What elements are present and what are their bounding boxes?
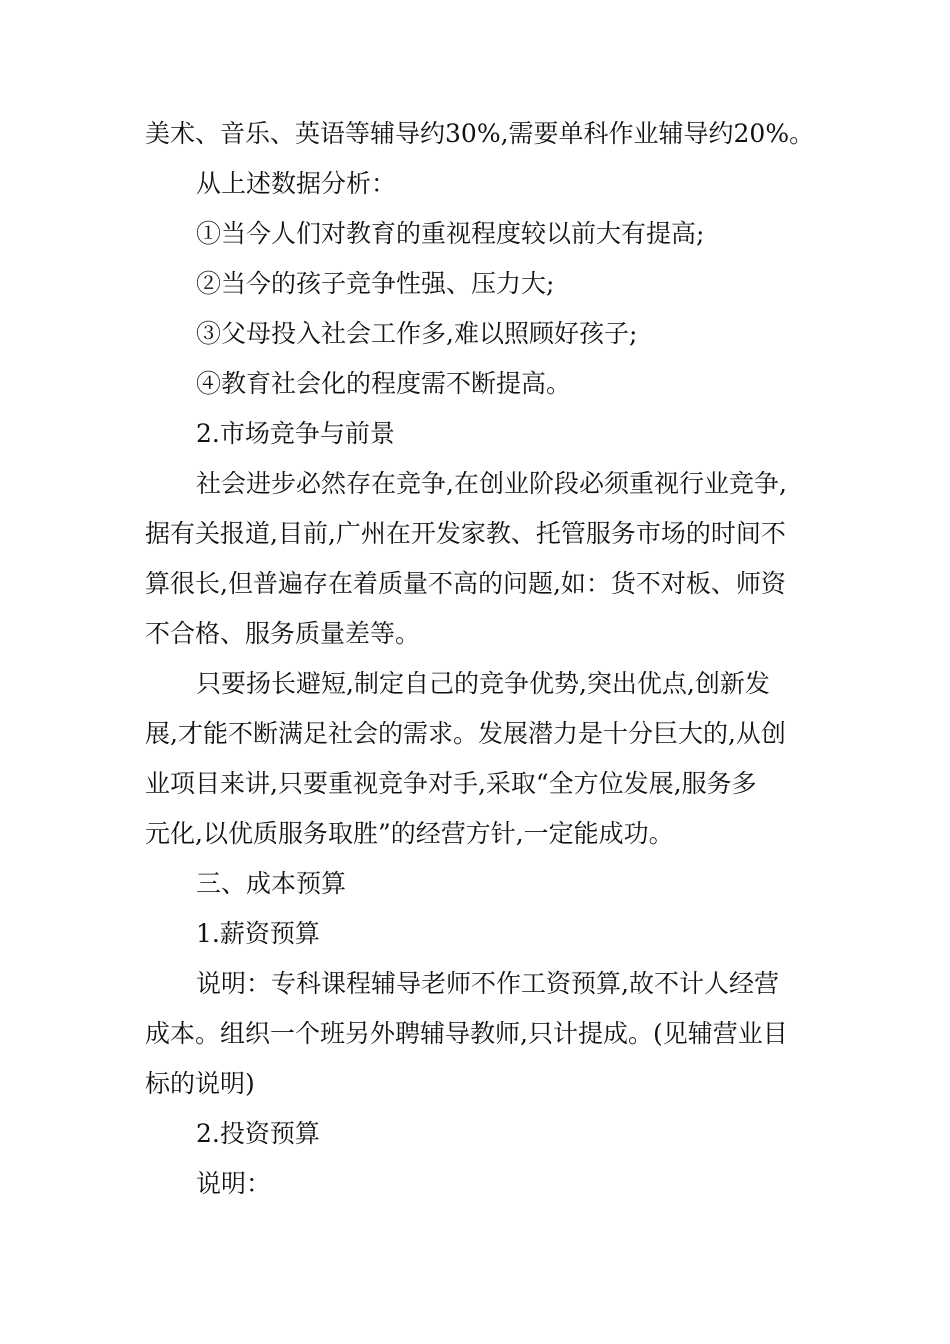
- text-line: 成本。组织一个班另外聘辅导教师,只计提成。(见辅营业目: [145, 1019, 788, 1048]
- text-line: 标的说明): [145, 1069, 255, 1098]
- text-line: 社会进步必然存在竞争,在创业阶段必须重视行业竞争,: [196, 469, 787, 498]
- text-line: 说明：专科课程辅导老师不作工资预算,故不计人经营: [196, 969, 779, 998]
- text-line: 只要扬长避短,制定自己的竞争优势,突出优点,创新发: [196, 669, 770, 698]
- text-line: 美术、音乐、英语等辅导约30%,需要单科作业辅导约20%。: [145, 119, 815, 148]
- subsection-heading: 1.薪资预算: [196, 919, 320, 948]
- text-line: 据有关报道,目前,广州在开发家教、托管服务市场的时间不: [145, 519, 786, 548]
- text-line: 从上述数据分析：: [196, 169, 397, 198]
- section-heading: 三、成本预算: [196, 869, 347, 898]
- text-line: 不合格、服务质量差等。: [145, 619, 421, 648]
- text-line: ③父母投入社会工作多,难以照顾好孩子;: [196, 319, 638, 348]
- text-line: 算很长,但普遍存在着质量不高的问题,如：货不对板、师资: [145, 569, 786, 598]
- text-line: 元化,以优质服务取胜”的经营方针,一定能成功。: [145, 819, 674, 848]
- text-line: ④教育社会化的程度需不断提高。: [196, 369, 572, 398]
- text-line: 展,才能不断满足社会的需求。发展潜力是十分巨大的,从创: [145, 719, 786, 748]
- text-line: 说明：: [196, 1169, 272, 1198]
- section-heading: 2.市场竞争与前景: [196, 419, 395, 448]
- text-line: ②当今的孩子竞争性强、压力大;: [196, 269, 555, 298]
- text-line: ①当今人们对教育的重视程度较以前大有提高;: [196, 219, 705, 248]
- text-line: 业项目来讲,只要重视竞争对手,采取“全方位发展,服务多: [145, 769, 757, 798]
- subsection-heading: 2.投资预算: [196, 1119, 320, 1148]
